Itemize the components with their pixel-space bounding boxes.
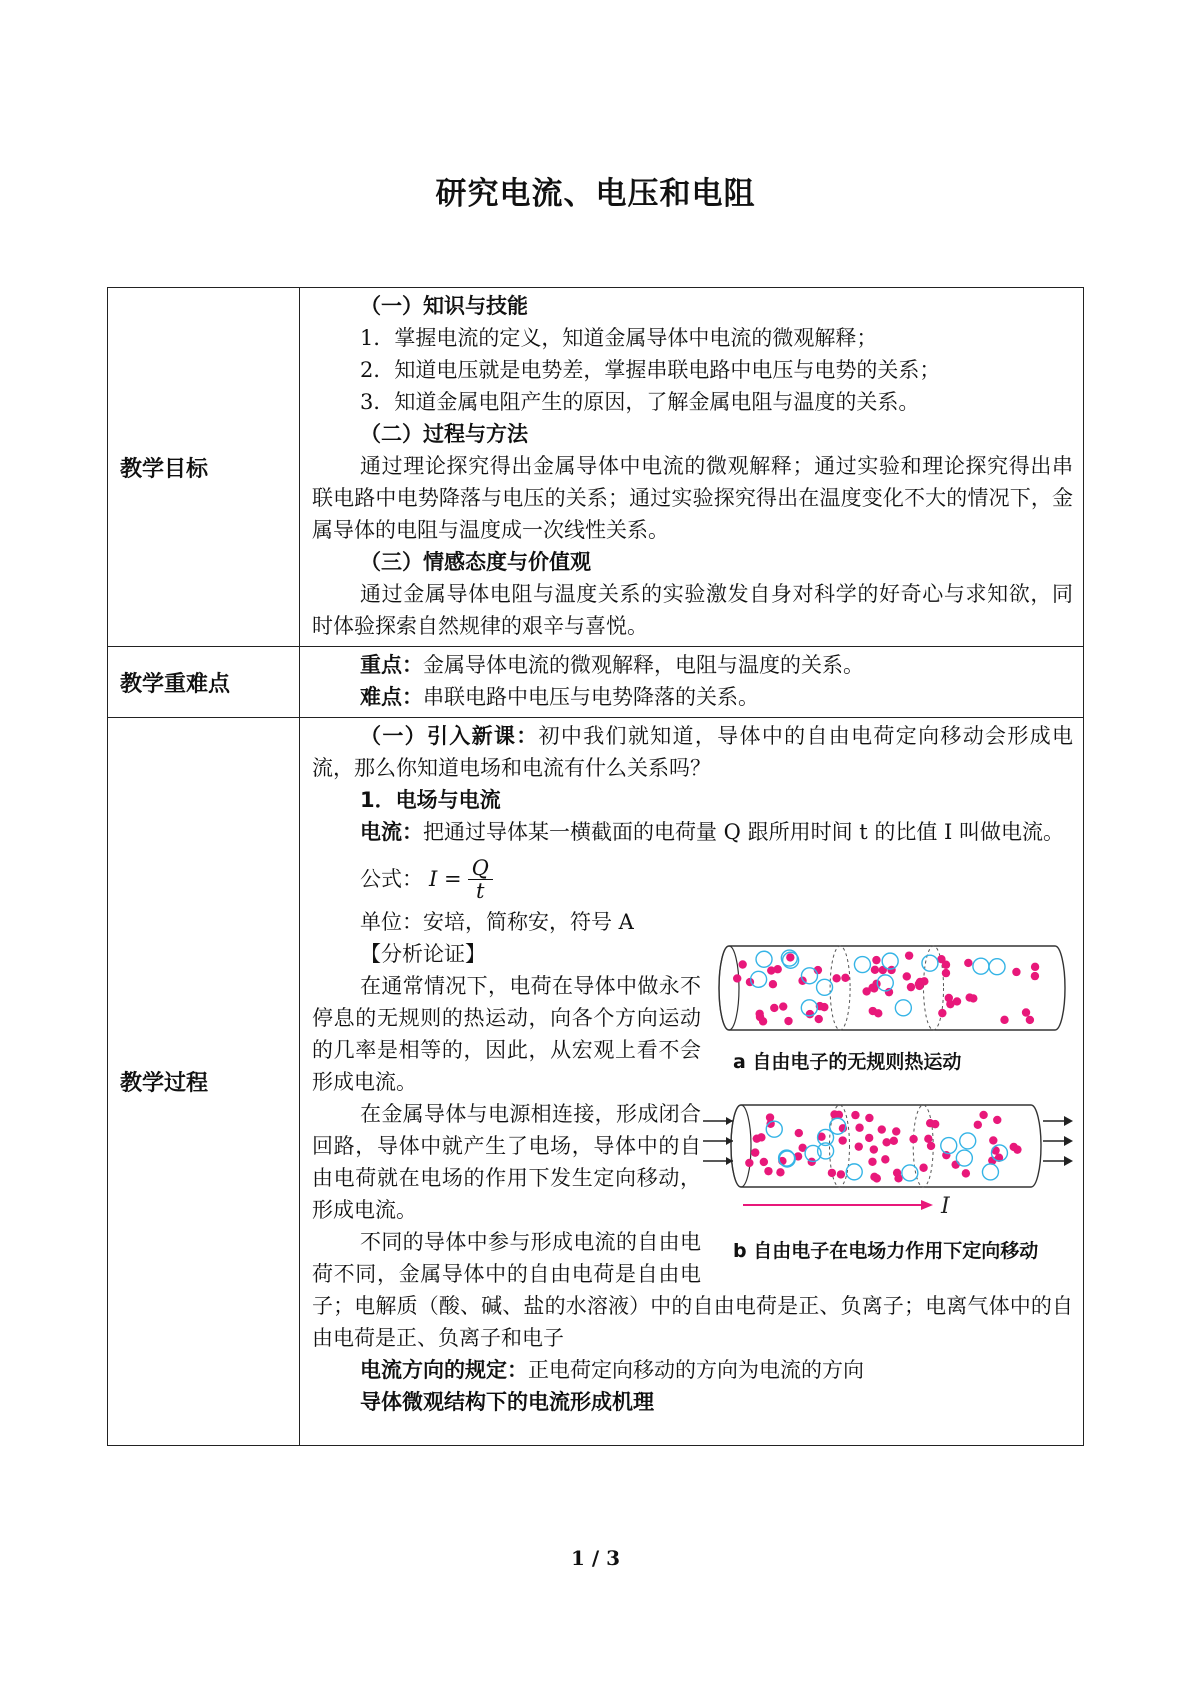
formula-lhs: I = xyxy=(429,867,462,891)
figure-a-tube-ion xyxy=(1022,1008,1030,1016)
row-label-objectives: 教学目标 xyxy=(108,288,300,647)
figure-b-tube-ion xyxy=(837,1170,845,1178)
figure-b-tube-ion xyxy=(870,1145,878,1153)
page-title: 研究电流、电压和电阻 xyxy=(435,176,756,212)
figure-a-tube-ion xyxy=(759,1017,767,1025)
figure-b-tube-ion xyxy=(892,1127,900,1135)
figure-b-tube-ion xyxy=(890,1137,898,1145)
direction-text: 正电荷定向移动的方向为电流的方向 xyxy=(528,1358,864,1382)
figure-b-tube-ion xyxy=(865,1134,873,1142)
formula-numerator: Q xyxy=(468,857,493,880)
figure-b-tube-ion xyxy=(751,1148,759,1156)
figure-b-tube-ion xyxy=(865,1114,873,1122)
figure-a-tube-ion xyxy=(733,974,741,982)
figure-a-tube-ion xyxy=(874,1009,882,1017)
figure-a-tube-ion xyxy=(903,972,911,980)
analysis-paragraph-3: 不同的导体中参与形成电流的自由电荷不同，金属导体中的自由电荷是自由电子；电解质（酸、碱、盐的水溶液）中的自由电荷是正、负离子；电离气体中的自由电荷是正、负离子和电子 xyxy=(312,1230,1073,1350)
figure-a-random-motion xyxy=(713,940,1073,1036)
figure-a-tube-ion xyxy=(872,956,880,964)
figure-b-tube-ion xyxy=(753,1134,761,1142)
figure-a-caption: a 自由电子的无规则热运动 xyxy=(733,1051,962,1073)
figure-a-tube-ion xyxy=(953,997,961,1005)
figure-b-tube-ion xyxy=(745,1159,753,1167)
field-arrow-right-1 xyxy=(1064,1116,1073,1126)
current-direction-rule xyxy=(312,1354,1073,1386)
formula-denominator: t xyxy=(475,878,485,903)
figure-a-tube-ion xyxy=(1000,1016,1008,1024)
objectives-heading-3: （三）情感态度与价值观 xyxy=(360,550,591,574)
figure-a-tube-ion xyxy=(774,965,782,973)
key-points-content xyxy=(300,647,1084,718)
objective-item-3: 3．知道金属电阻产生的原因，了解金属电阻与温度的关系。 xyxy=(360,390,920,414)
figure-b-tube-ion xyxy=(873,1174,881,1182)
figure-a-tube-ion xyxy=(815,1015,823,1023)
figure-a-tube-ion xyxy=(872,980,880,988)
figure-a-tube-ion xyxy=(1031,963,1039,971)
figure-a-tube-ion xyxy=(738,960,746,968)
objectives-content xyxy=(300,288,1084,647)
table-row-objectives xyxy=(108,288,1084,647)
figure-b-tube-ion xyxy=(989,1136,997,1144)
figure-a-tube-ion xyxy=(965,993,973,1001)
current-definition xyxy=(312,816,1073,848)
figure-a-tube-ion xyxy=(786,953,794,961)
figure-b-tube-ion xyxy=(979,1111,987,1119)
table-row-process xyxy=(108,718,1084,1446)
figure-b-tube-ion xyxy=(909,1135,917,1143)
objectives-paragraph-3: 通过金属导体电阻与温度关系的实验激发自身对科学的好奇心与求知欲，同时体验探索自然规律的艰辛与喜悦。 xyxy=(312,582,1073,638)
figure-b-tube-ion xyxy=(878,1125,886,1133)
formula-label: 公式： xyxy=(360,867,423,891)
objectives-heading-2: （二）过程与方法 xyxy=(360,422,528,446)
page-number: 1 / 3 xyxy=(570,1546,621,1570)
figure-b-tube-ion xyxy=(974,1121,982,1129)
figure-b-tube-ion xyxy=(868,1158,876,1166)
figure-a-tube-ion xyxy=(769,980,777,988)
figure-a-tube-ion xyxy=(806,1010,814,1018)
figure-a-tube-ion xyxy=(770,1004,778,1012)
formula-fraction xyxy=(468,857,493,902)
field-arrow-right-3 xyxy=(1064,1156,1073,1166)
figure-b-tube-ion xyxy=(894,1174,902,1182)
figure-b-tube-ion xyxy=(882,1138,890,1146)
figure-b-tube-ion xyxy=(838,1136,846,1144)
figure-a-tube-ion xyxy=(779,1002,787,1010)
figure-b-directed-motion xyxy=(703,1097,1075,1225)
current-label: 电流： xyxy=(360,820,423,844)
figure-b-tube-ion xyxy=(1010,1143,1018,1151)
figure-b-tube-ion xyxy=(855,1142,863,1150)
unit-line: 单位：安培，简称安，符号 A xyxy=(360,910,634,934)
figure-b-tube-ion xyxy=(919,1164,927,1172)
figure-a-tube-ion xyxy=(841,974,849,982)
figure-b-tube-ion xyxy=(931,1120,939,1128)
direction-label: 电流方向的规定： xyxy=(360,1358,528,1382)
analysis-paragraph-2: 在金属导体与电源相连接，形成闭合回路，导体中就产生了电场，导体中的自由电荷就在电场的作用下发生定向移动，形成电流。 xyxy=(312,1102,701,1222)
figure-b-tube-ion xyxy=(760,1158,768,1166)
current-text: 把通过导体某一横截面的电荷量 Q 跟所用时间 t 的比值 I 叫做电流。 xyxy=(423,820,1064,844)
figure-b-tube-ion xyxy=(951,1160,959,1168)
intro-label: （一）引入新课： xyxy=(360,724,539,748)
key-point-label: 重点： xyxy=(360,653,423,677)
figure-a-tube-ion xyxy=(938,1009,946,1017)
figure-b-tube-ion xyxy=(962,1169,970,1177)
figure-b-tube-ion xyxy=(828,1169,836,1177)
figure-a-tube-ion xyxy=(907,983,915,991)
objective-item-2: 2．知道电压就是电势差，掌握串联电路中电压与电势的关系； xyxy=(360,358,941,382)
figure-b-tube-ion xyxy=(881,1155,889,1163)
lesson-plan-table xyxy=(107,287,1084,1446)
key-point-line xyxy=(312,649,1073,681)
figure-a-tube-ion xyxy=(905,951,913,959)
figure-b-tube-ion xyxy=(851,1111,859,1119)
figure-a-tube-ion xyxy=(942,961,950,969)
intro-paragraph xyxy=(312,720,1073,784)
section-heading-1: 1．电场与电流 xyxy=(360,788,501,812)
figure-a-tube-ion xyxy=(915,982,923,990)
objectives-heading-1: （一）知识与技能 xyxy=(360,294,528,318)
difficulty-text: 串联电路中电压与电势降落的关系。 xyxy=(423,685,759,709)
current-arrow-head xyxy=(921,1200,933,1210)
figure-b-caption: b 自由电子在电场力作用下定向移动 xyxy=(733,1240,1039,1262)
current-symbol: I xyxy=(941,1194,950,1219)
row-label-process: 教学过程 xyxy=(108,718,300,1446)
figure-a-tube-ion xyxy=(1026,1016,1034,1024)
difficulty-line xyxy=(312,681,1073,713)
field-arrow-right-2 xyxy=(1064,1136,1073,1146)
figure-b-tube-ion xyxy=(924,1135,932,1143)
intro-text: 初中我们就知道，导体中的自由电荷定向移动会形成电流，那么你知道电场和电流有什么关系吗？ xyxy=(312,724,1074,780)
difficulty-label: 难点： xyxy=(360,685,423,709)
table-row-key-points xyxy=(108,647,1084,718)
analysis-heading: 【分析论证】 xyxy=(360,942,486,966)
objectives-paragraph-2: 通过理论探究得出金属导体中电流的微观解释；通过实验和理论探究得出串联电路中电势降落与电压的关系；通过实验探究得出在温度变化不大的情况下，金属导体的电阻与温度成一次线性关系。 xyxy=(312,454,1073,542)
objective-item-1: 1．掌握电流的定义，知道金属导体中电流的微观解释； xyxy=(360,326,878,350)
figure-b-tube-ion xyxy=(993,1116,1001,1124)
figure-b-tube-ion xyxy=(795,1129,803,1137)
figure-b-tube-ion xyxy=(776,1168,784,1176)
current-formula xyxy=(312,852,1073,906)
key-point-text: 金属导体电流的微观解释，电阻与温度的关系。 xyxy=(423,653,864,677)
figure-a-tube-ion xyxy=(1012,968,1020,976)
analysis-paragraph-1: 在通常情况下，电荷在导体中做永不停息的无规则的热运动，向各个方向运动的几率是相等的，因此，从宏观上看不会形成电流。 xyxy=(312,974,701,1094)
figure-a-tube-ion xyxy=(942,969,950,977)
figures xyxy=(713,940,1073,1264)
figure-a-tube-ion xyxy=(784,1017,792,1025)
process-content xyxy=(300,718,1084,1446)
mechanism-heading: 导体微观结构下的电流形成机理 xyxy=(360,1390,654,1414)
figure-b-tube-ion xyxy=(764,1167,772,1175)
figure-a-tube-ion xyxy=(871,966,879,974)
figure-b-tube-ion xyxy=(855,1124,863,1132)
row-label-key-points: 教学重难点 xyxy=(108,647,300,718)
figure-a-tube-ion xyxy=(832,974,840,982)
figure-a-tube-ion xyxy=(964,959,972,967)
figure-a-tube-ion xyxy=(1031,972,1039,980)
